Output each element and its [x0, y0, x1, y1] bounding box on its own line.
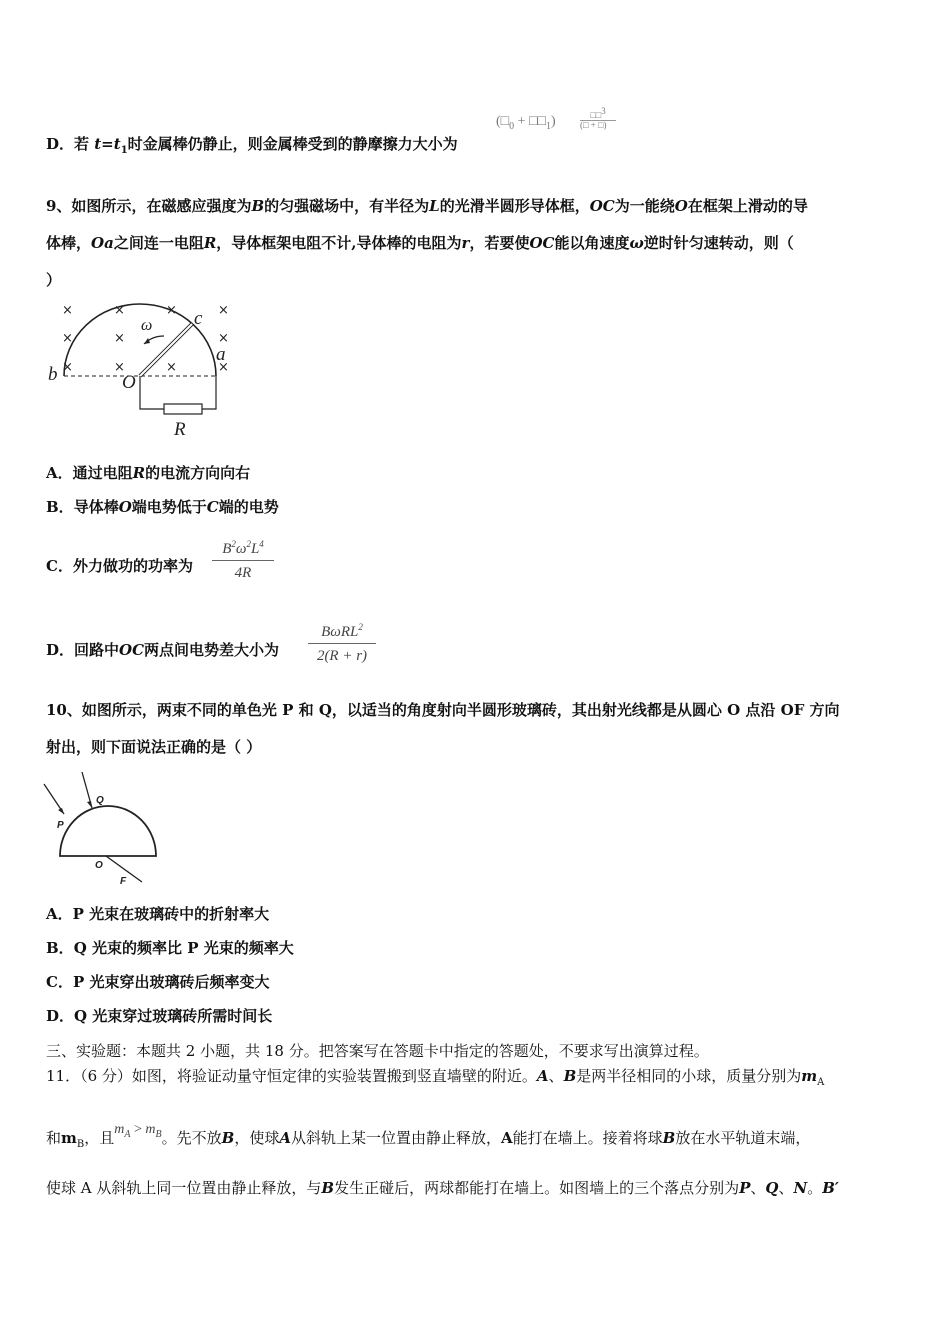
- q10-semicircle-glass: [60, 806, 156, 856]
- q8-friction-formula: ($□_0$ + $□□_1$) □□3 (□ + □): [496, 106, 626, 146]
- q9-label-b: b: [48, 364, 58, 385]
- q9-option-b: B．导体棒O端电势低于C端的电势: [46, 498, 279, 516]
- q10-label-f: F: [120, 876, 127, 887]
- section3-heading: 三、实验题：本题共 2 小题，共 18 分。把答案写在答题卡中指定的答题处，不要求写出演算过程。: [46, 1042, 709, 1060]
- svg-text:×: ×: [218, 360, 229, 375]
- q9-label-omega: ω: [141, 317, 153, 334]
- q10-option-a: A．P 光束在玻璃砖中的折射率大: [46, 905, 270, 923]
- q9-power-formula: $B^2\omega^2L^4$ 4R: [212, 533, 274, 585]
- q10-option-c: C．P 光束穿出玻璃砖后频率变大: [46, 973, 270, 991]
- q10-option-b: B．Q 光束的频率比 P 光束的频率大: [46, 939, 294, 957]
- q9-option-c: C．外力做功的功率为: [46, 557, 193, 575]
- q9-stem-line2: 体棒，Oa之间连一电阻R，导体框架电阻不计,导体棒的电阻为r，若要使OC能以角速度ω逆时针匀速转动，则（: [46, 234, 794, 252]
- svg-text:×: ×: [218, 303, 229, 318]
- q11-mass-inequality: $m_A > m_B$: [114, 1122, 162, 1140]
- svg-text:×: ×: [114, 360, 125, 375]
- q9-stem-line3: ）: [46, 271, 62, 289]
- q11-stem-line1: 11．（6 分）如图，将验证动量守恒定律的实验装置搬到竖直墙壁的附近。A、B是两半径相同的小球，质量分别为$m_A$: [46, 1067, 825, 1088]
- q10-option-d: D．Q 光束穿过玻璃砖所需时间长: [46, 1007, 273, 1025]
- q10-label-q: Q: [96, 795, 104, 806]
- svg-text:×: ×: [62, 360, 73, 375]
- q9-stem-line1: 9、如图所示，在磁感应强度为B的匀强磁场中，有半径为L的光滑半圆形导体框，OC为一能绕O在框架上滑动的导: [46, 197, 808, 215]
- q8-option-d: D．若 $t=t_1$时金属棒仍静止，则金属棒受到的静摩擦力大小为: [46, 135, 458, 156]
- q11-stem-line2: 和$m_B$，且$m_A > m_B$。先不放B，使球A从斜轨上某一位置由静止释放，A能打在墙上。接着将球B放在水平轨道末端，: [46, 1122, 811, 1150]
- svg-text:×: ×: [62, 303, 73, 318]
- q9-resistor: [164, 404, 202, 414]
- q9-label-c: c: [194, 308, 203, 329]
- svg-text:×: ×: [62, 331, 73, 346]
- q10-label-p: P: [57, 820, 64, 831]
- q9-label-o: O: [122, 372, 136, 393]
- svg-text:×: ×: [166, 360, 177, 375]
- q10-stem-line2: 射出，则下面说法正确的是（ ）: [46, 738, 262, 756]
- q9-label-a: a: [216, 344, 226, 365]
- svg-text:×: ×: [166, 303, 177, 318]
- q9-voltage-formula: BωRL$^2$ 2(R + r): [308, 616, 376, 668]
- q11-stem-line3: 使球 A 从斜轨上同一位置由静止释放，与B发生正碰后，两球都能打在墙上。如图墙上的三个落点分别为P、Q、N。B′: [46, 1179, 839, 1197]
- q9-option-d: D．回路中OC两点间电势差大小为: [46, 641, 280, 659]
- q9-option-a: A．通过电阻R的电流方向向右: [46, 464, 251, 482]
- svg-text:×: ×: [114, 303, 125, 318]
- q10-prism-figure: [42, 770, 162, 888]
- q9-label-r: R: [174, 419, 186, 440]
- q9-field-crosses: [62, 303, 229, 375]
- svg-text:×: ×: [114, 331, 125, 346]
- q10-stem-line1: 10、如图所示，两束不同的单色光 P 和 Q，以适当的角度射向半圆形玻璃砖，其出射光线都是从圆心 O 点沿 OF 方向: [46, 701, 840, 719]
- q9-circuit-figure: [44, 296, 244, 441]
- svg-text:×: ×: [218, 331, 229, 346]
- q10-label-o: O: [95, 860, 103, 871]
